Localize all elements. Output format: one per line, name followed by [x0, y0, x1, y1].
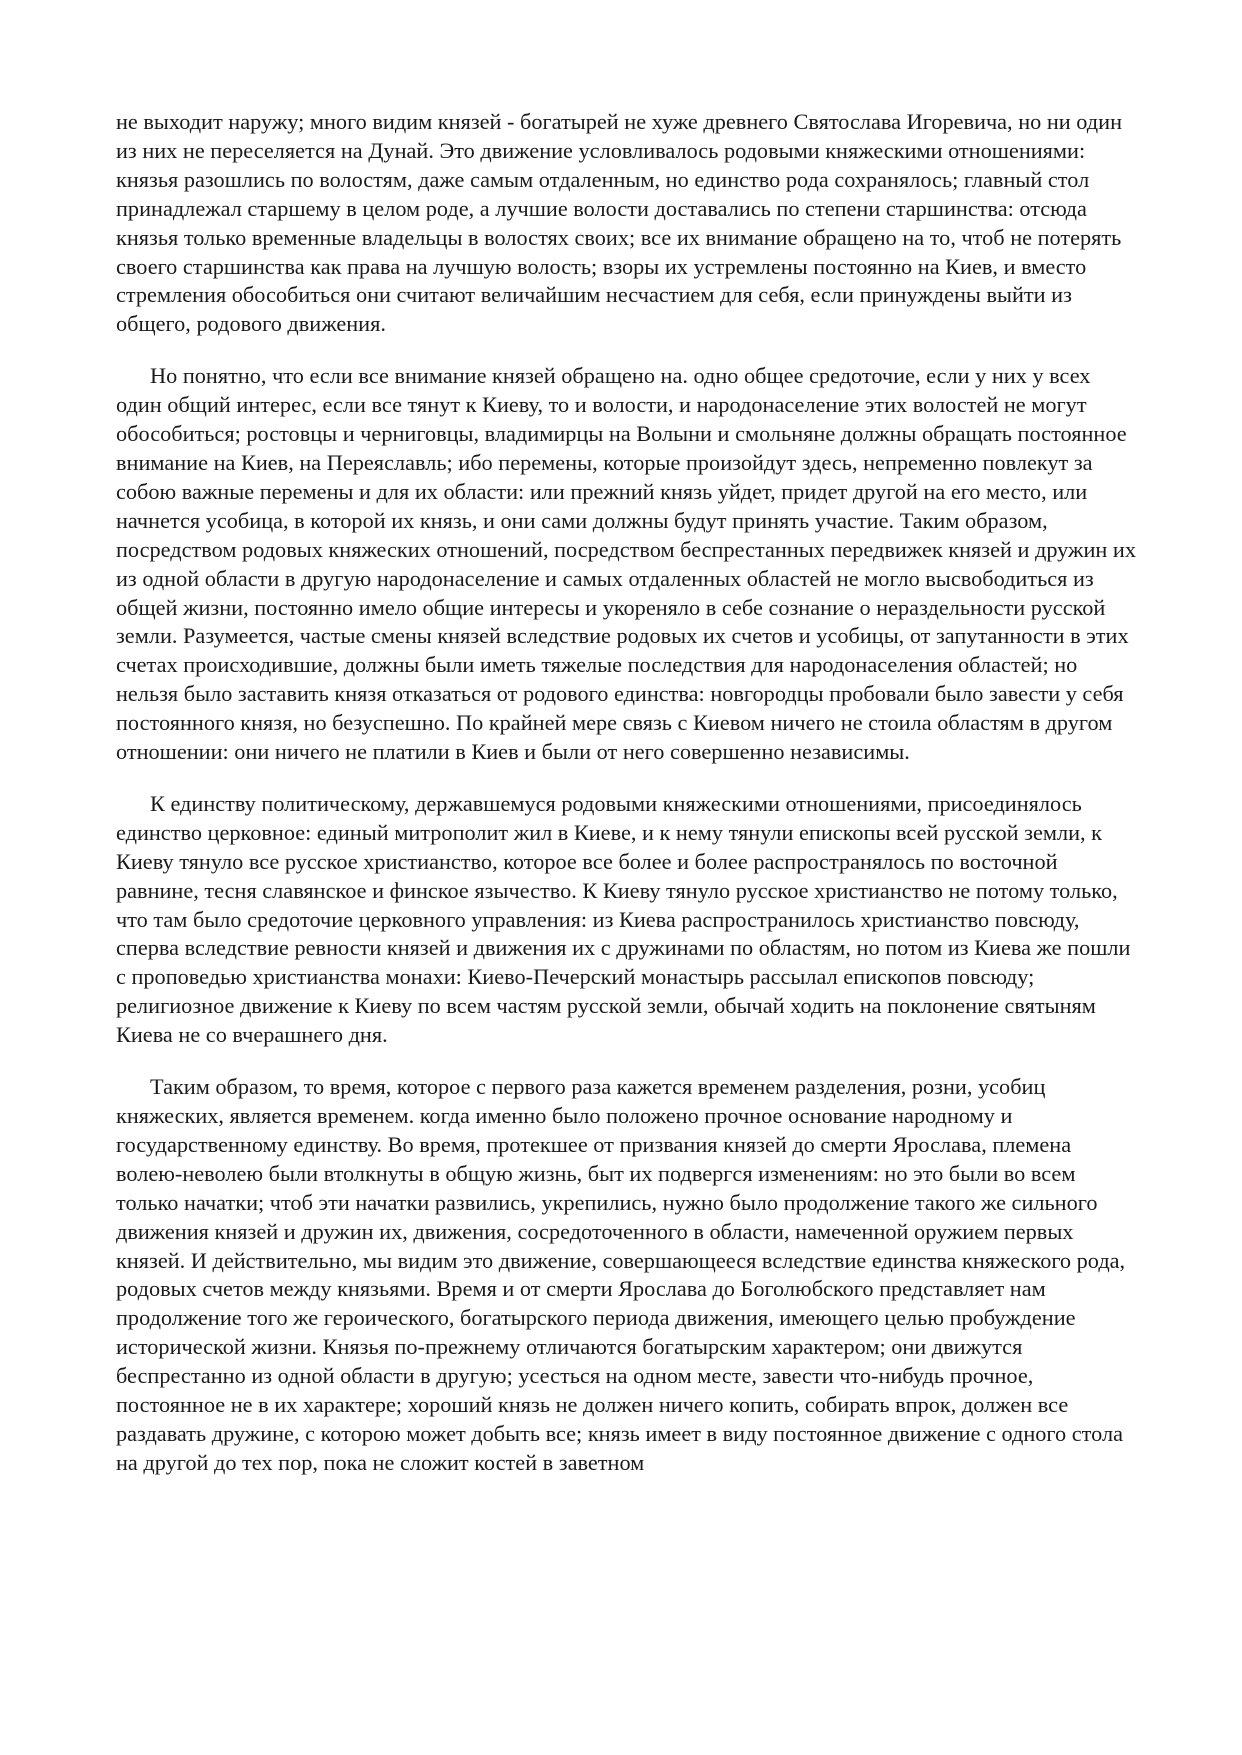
- paragraph-4: Таким образом, то время, которое с первого раза кажется временем разделения, розни, усобиц княжеских, является временем. когда именно было положено прочное основание народному и государственному единству. Во время, протекшее от призвания князей до смерти Ярослава, племена волею-неволею были втолкнуты в общую жизнь, быт их подвергся изменениям: но это были во всем только начатки; чтоб эти начатки развились, укрепились, нужно было продолжение такого же сильного движения князей и дружин их, движения, сосредоточенного в области, намеченной оружием первых князей. И действительно, мы видим это движение, совершающееся вследствие единства княжеского рода, родовых счетов между князьями. Время и от смерти Ярослава до Боголюбского представляет нам продолжение того же героического, богатырского периода движения, имеющего целью пробуждение исторической жизни. Князья по-прежнему отличаются богатырским характером; они движутся беспрестанно из одной области в другую; усесться на одном месте, завести что-нибудь прочное, постоянное не в их характере; хороший князь не должен ничего копить, собирать впрок, должен все раздавать дружине, с которою может добыть все; князь имеет в виду постоянное движение с одного стола на другой до тех пор, пока не сложит костей в заветном: [116, 1074, 1126, 1475]
- paragraph-2: Но понятно, что если все внимание князей обращено на. одно общее средоточие, если у них у всех один общий интерес, если все тянут к Киеву, то и волости, и народонаселение этих волостей не могут обособиться; ростовцы и черниговцы, владимирцы на Волыни и смольняне должны обращать постоянное внимание на Киев, на Переяславль; ибо перемены, которые произойдут здесь, непременно повлекут за собою важные перемены и для их области: или прежний князь уйдет, придет другой на его место, или начнется усобица, в которой их князь, и они сами должны будут принять участие. Таким образом, посредством родовых княжеских отношений, посредством беспрестанных передвижек князей и дружин их из одной области в другую народонаселение и самых отдаленных областей не могло высвободиться из общей жизни, постоянно имело общие интересы и укореняло в себе сознание о нераздельности русской земли. Разумеется, частые смены князей вследствие родовых их счетов и усобицы, от запутанности в этих счетах происходившие, должны были иметь тяжелые последствия для народонаселения областей; но нельзя было заставить князя отказаться от родового единства: новгородцы пробовали было завести у себя постоянного князя, но безуспешно. По крайней мере связь с Киевом ничего не стоила областям в другом отношении: они ничего не платили в Киев и были от него совершенно независимы.: [116, 363, 1136, 765]
- paragraph-1: не выходит наружу; много видим князей - богатырей не хуже древнего Святослава Игоревича, но ни один из них не переселяется на Дунай. Это движение условливалось родовыми княжескими отношениями: князья разошлись по волостям, даже самым отдаленным, но единство рода сохранялось; главный стол принадлежал старшему в целом роде, а лучшие волости доставались по степени старшинства: отсюда князья только временные владельцы в волостях своих; все их внимание обращено на то, чтоб не потерять своего старшинства как права на лучшую волость; взоры их устремлены постоянно на Киев, и вместо стремления обособиться они считают величайшим несчастием для себя, если принуждены выйти из общего, родового движения.: [116, 109, 1123, 337]
- document-page: [116, 108, 1136, 1501]
- paragraph-3: К единству политическому, державшемуся родовыми княжескими отношениями, присоединялось единство церковное: единый митрополит жил в Киеве, и к нему тянули епископы всей русской земли, к Киеву тянуло все русское христианство, которое все более и более распространялось по восточной равнине, тесня славянское и финское язычество. К Киеву тянуло русское христианство не потому только, что там было средоточие церковного управления: из Киева распространилось христианство повсюду, сперва вследствие ревности князей и движения их с дружинами по областям, но потом из Киева же пошли с проповедью христианства монахи: Киево-Печерский монастырь рассылал епископов повсюду; религиозное движение к Киеву по всем частям русской земли, обычай ходить на поклонение святыням Киева не со вчерашнего дня.: [116, 790, 1131, 1048]
